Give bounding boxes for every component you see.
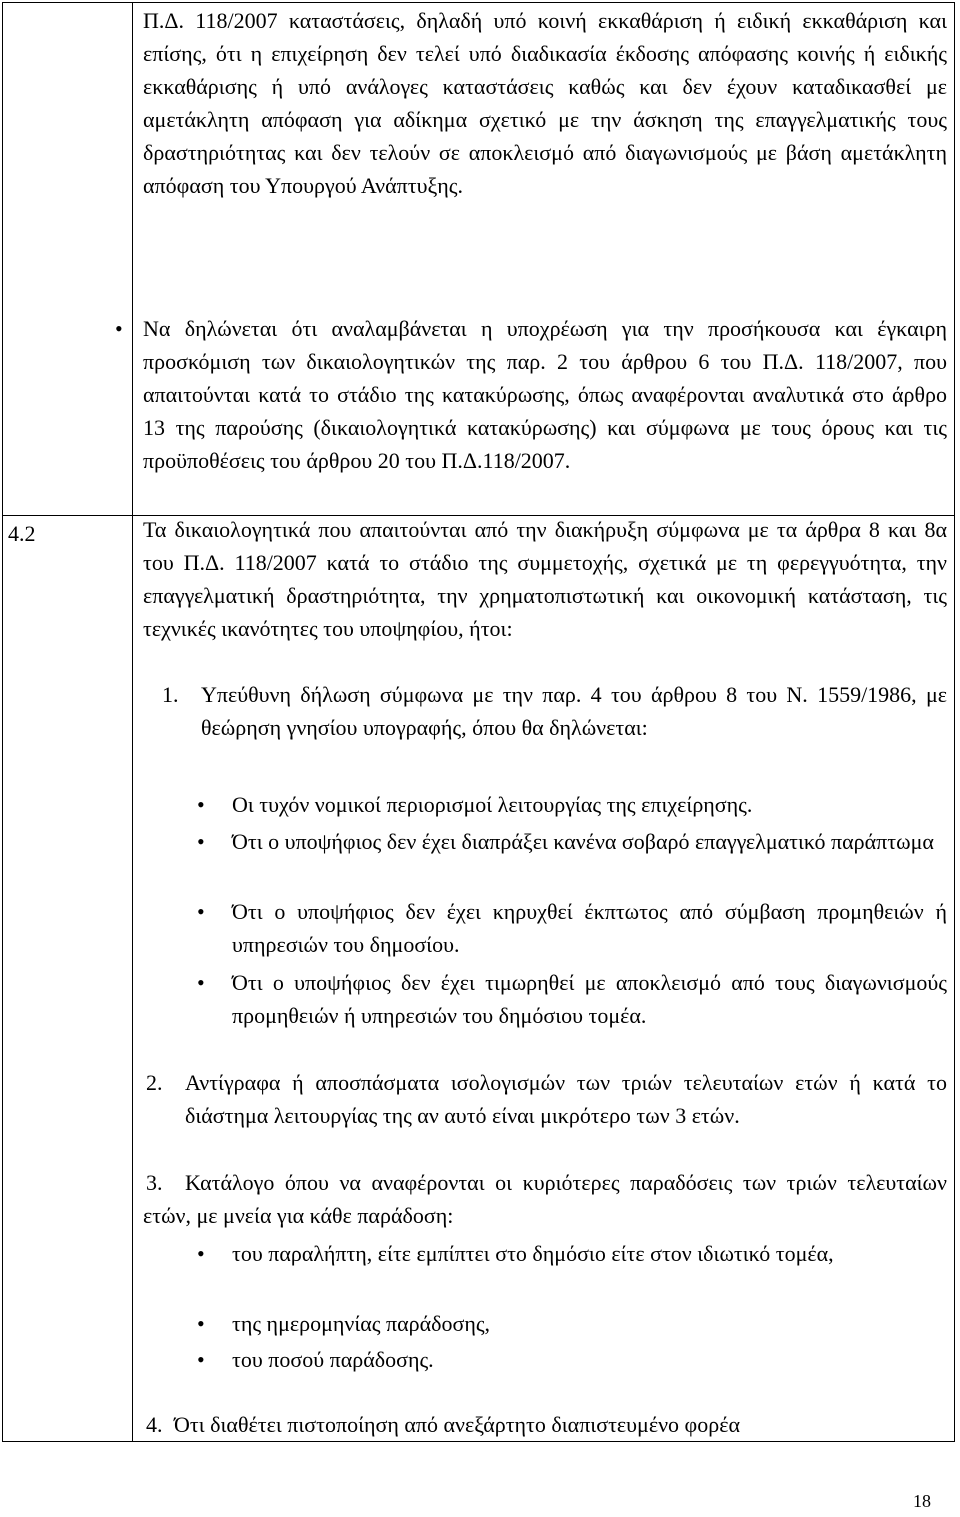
list-item: του ποσού παράδοσης. bbox=[232, 1347, 434, 1372]
section-number: 4.2 bbox=[8, 521, 36, 546]
item-number: 3. bbox=[146, 1170, 163, 1195]
list-item: Ότι ο υποψήφιος δεν έχει τιμωρηθεί με αποκλεισμό από τους διαγωνισμούς προμηθειών ή υπηρεσιών του δημόσιου τομέα. bbox=[232, 970, 947, 1028]
continuation-paragraph: Π.Δ. 118/2007 καταστάσεις, δηλαδή υπό κοινή εκκαθάριση ή ειδική εκκαθάριση και επίσης, ότι η επιχείρηση δεν τελεί υπό διαδικασία έκδοσης απόφασης κοινής ή ειδικής εκκαθάρισης ή υπό ανάλογες καταστάσεις καθώς και δεν έχουν καταδικασθεί με αμετάκλητη απόφαση για αδίκημα σχετικό με την άσκηση της επαγγελματικής τους δραστηριότητας και δεν τελούν σε αποκλεισμό από διαγωνισμούς με βάση αμετάκλητη απόφαση του Υπουργού Ανάπτυξης. bbox=[143, 8, 947, 198]
column-divider bbox=[132, 3, 133, 1441]
bullet-icon: • bbox=[197, 1347, 205, 1372]
item-number: 1. bbox=[162, 682, 179, 707]
page-number: 18 bbox=[913, 1491, 931, 1511]
list-item: του παραλήπτη, είτε εμπίπτει στο δημόσιο είτε στον ιδιωτικό τομέα, bbox=[232, 1241, 834, 1266]
bullet-icon: • bbox=[197, 970, 205, 995]
declaration-bullet: Να δηλώνεται ότι αναλαμβάνεται η υποχρέωση για την προσήκουσα και έγκαιρη προσκόμιση των δικαιολογητικών της παρ. 2 του άρθρου 6 του Π.Δ. 118/2007, που απαιτούνται κατά το στάδιο της κατακύρωσης, όπως αναφέρονται αναλυτικά στο άρθρο 13 της παρούσης (δικαιολογητικά κατακύρωσης) και σύμφωνα με τους όρους και τις προϋποθέσεις του άρθρου 20 του Π.Δ.118/2007. bbox=[143, 316, 947, 473]
bullet-icon: • bbox=[197, 829, 205, 854]
item-number: 2. bbox=[146, 1070, 163, 1095]
bullet-icon: • bbox=[197, 1241, 205, 1266]
list-item: της ημερομηνίας παράδοσης, bbox=[232, 1311, 491, 1336]
item-text: Υπεύθυνη δήλωση σύμφωνα με την παρ. 4 του άρθρου 8 του Ν. 1559/1986, με θεώρηση γνησίου υπογραφής, όπου θα δηλώνεται: bbox=[201, 682, 947, 740]
item-number: 4. bbox=[146, 1412, 163, 1437]
section-intro: Τα δικαιολογητικά που απαιτούνται από την διακήρυξη σύμφωνα με τα άρθρα 8 και 8α του Π.Δ. 118/2007 κατά το στάδιο της συμμετοχής, σχετικά με τη φερεγγυότητα, την επαγγελματική δραστηριότητα, την χρηματοπιστωτική και οικονομική κατάσταση, τις τεχνικές ικανότητες του υποψηφίου, ήτοι: bbox=[143, 517, 947, 641]
list-item: Ότι ο υποψήφιος δεν έχει διαπράξει κανένα σοβαρό επαγγελματικό παράπτωμα bbox=[232, 829, 934, 854]
bullet-icon: • bbox=[197, 792, 205, 817]
item-text: Κατάλογο όπου να αναφέρονται οι κυριότερες παραδόσεις των τριών τελευταίων ετών, με μνεία για κάθε παράδοση: bbox=[143, 1170, 947, 1228]
bullet-icon: • bbox=[197, 1311, 205, 1336]
bullet-icon: • bbox=[197, 899, 205, 924]
item-text: Αντίγραφα ή αποσπάσματα ισολογισμών των τριών τελευταίων ετών ή κατά το διάστημα λειτουργίας της αν αυτό είναι μικρότερο των 3 ετών. bbox=[185, 1070, 947, 1128]
list-item: Οι τυχόν νομικοί περιορισμοί λειτουργίας της επιχείρησης. bbox=[232, 792, 753, 817]
list-item: Ότι ο υποψήφιος δεν έχει κηρυχθεί έκπτωτος από σύμβαση προμηθειών ή υπηρεσιών του δημοσίου. bbox=[232, 899, 947, 957]
bullet-icon: • bbox=[115, 316, 123, 341]
item-text: Ότι διαθέτει πιστοποίηση από ανεξάρτητο διαπιστευμένο φορέα bbox=[174, 1412, 740, 1437]
